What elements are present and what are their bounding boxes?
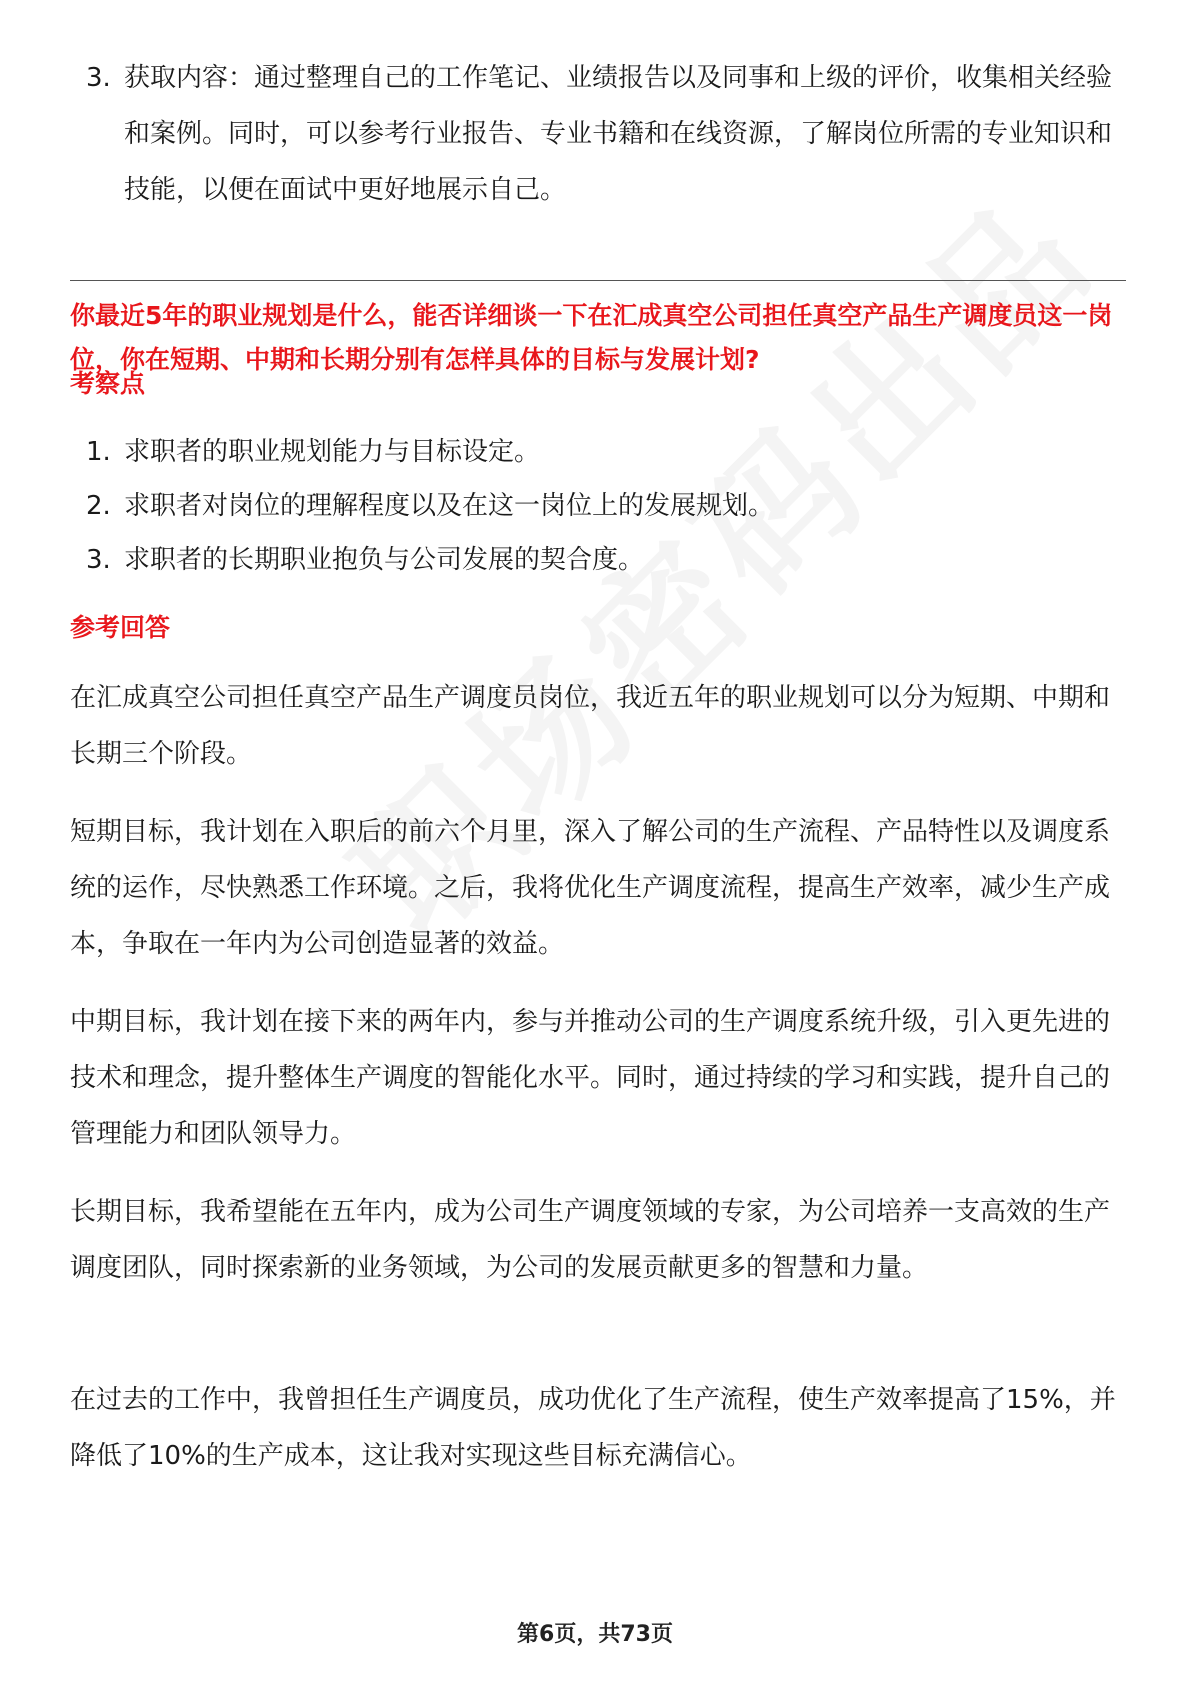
answer-paragraph-5: 在过去的工作中，我曾担任生产调度员，成功优化了生产流程，使生产效率提高了15%，并降低了10%的生产成本，这让我对实现这些目标充满信心。 (70, 1385, 1116, 1471)
divider (70, 280, 1126, 281)
answer-paragraph-2: 短期目标，我计划在入职后的前六个月里，深入了解公司的生产流程、产品特性以及调度系统的运作，尽快熟悉工作环境。之后，我将优化生产调度流程，提高生产效率，减少生产成本，争取在一年内为公司创造显著的效益。 (70, 817, 1111, 959)
list-number: 1. (86, 437, 111, 467)
kaocha-item-2 (86, 478, 1126, 534)
question-heading: 你最近5年的职业规划是什么，能否详细谈一下在汇成真空公司担任真空产品生产调度员这一岗位，你在短期、中期和长期分别有怎样具体的目标与发展计划? (70, 301, 1113, 374)
kaocha-item-1 (86, 424, 1126, 480)
kaocha-item-3 (86, 532, 1126, 588)
page-footer: 第6页，共73页 (517, 1622, 673, 1647)
answer-paragraph-3: 中期目标，我计划在接下来的两年内，参与并推动公司的生产调度系统升级，引入更先进的技术和理念，提升整体生产调度的智能化水平。同时，通过持续的学习和实践，提升自己的管理能力和团队领导力。 (70, 1007, 1111, 1149)
list-number: 3. (86, 63, 111, 93)
answer-paragraph-1: 在汇成真空公司担任真空产品生产调度员岗位，我近五年的职业规划可以分为短期、中期和长期三个阶段。 (70, 683, 1111, 769)
answer-heading: 参考回答 (70, 613, 171, 642)
list-text: 求职者对岗位的理解程度以及在这一岗位上的发展规划。 (124, 491, 775, 521)
kaocha-heading: 考察点 (70, 369, 146, 398)
list-text: 求职者的长期职业抱负与公司发展的契合度。 (124, 545, 645, 575)
list-item (86, 50, 1126, 218)
list-text: 求职者的职业规划能力与目标设定。 (124, 437, 541, 467)
list-text: 获取内容：通过整理自己的工作笔记、业绩报告以及同事和上级的评价，收集相关经验和案例。同时，可以参考行业报告、专业书籍和在线资源，了解岗位所需的专业知识和技能，以便在面试中更好地展示自己。 (124, 63, 1113, 205)
list-number: 2. (86, 491, 111, 521)
list-number: 3. (86, 545, 111, 575)
answer-paragraph-4: 长期目标，我希望能在五年内，成为公司生产调度领域的专家，为公司培养一支高效的生产调度团队，同时探索新的业务领域，为公司的发展贡献更多的智慧和力量。 (70, 1197, 1111, 1283)
